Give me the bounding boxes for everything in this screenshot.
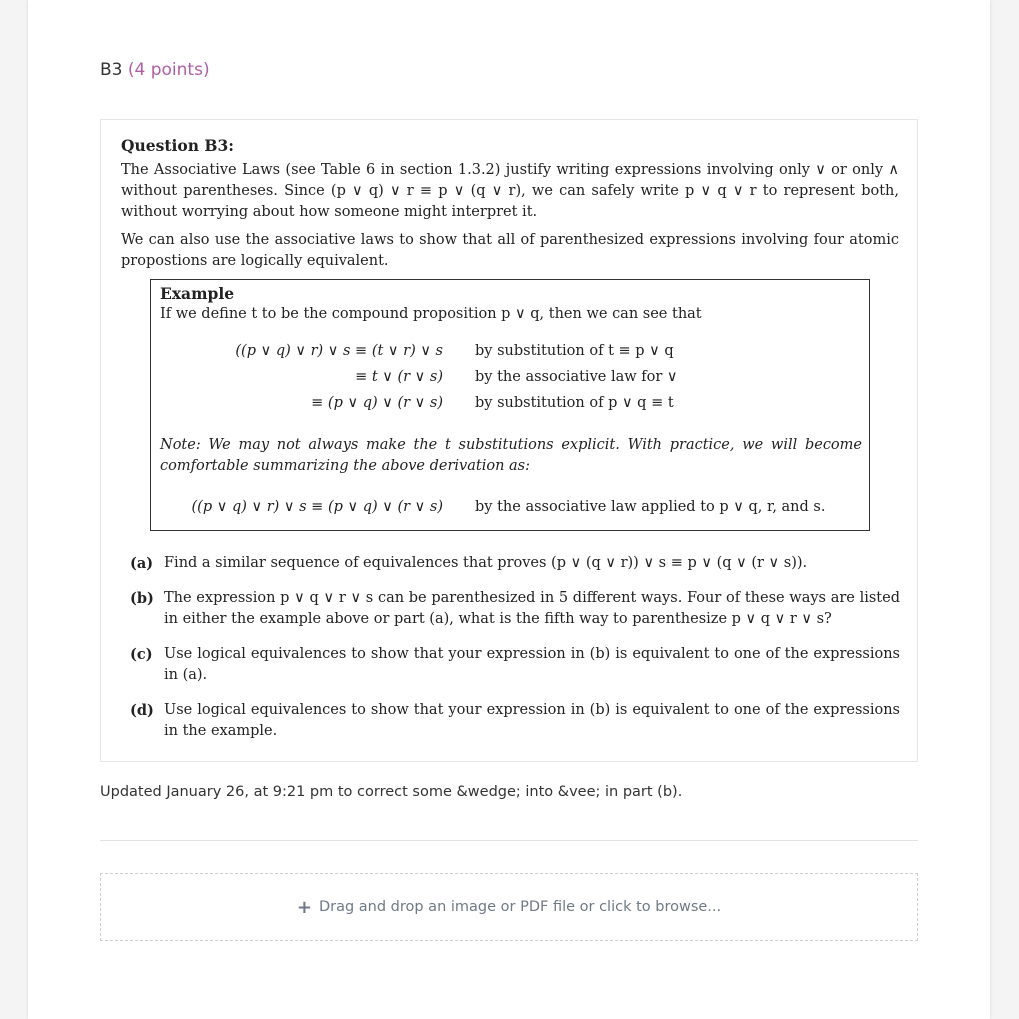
derivation-summary	[151, 499, 869, 525]
part-a	[130, 553, 900, 574]
part-b	[130, 588, 900, 630]
question-label: B3	[100, 60, 123, 80]
part-text: The expression p ∨ q ∨ r ∨ s can be parenthesized in 5 different ways. Four of these ways are listed in either the example above or part (a), what is the fifth way to parenthesize p ∨ q ∨ r ∨ s?	[164, 590, 900, 627]
derivation-line-2	[151, 369, 869, 395]
question-header	[100, 60, 210, 80]
derivation-right: by the associative law for ∨	[475, 369, 678, 385]
part-d	[130, 700, 900, 742]
derivation-right: by substitution of p ∨ q ≡ t	[475, 395, 674, 411]
derivation-line-3	[151, 395, 869, 421]
example-note: Note: We may not always make the t substitutions explicit. With practice, we will become comfortable summarizing the above derivation as:	[160, 437, 862, 474]
question-paragraph-1: The Associative Laws (see Table 6 in section 1.3.2) justify writing expressions involving only ∨ or only ∧ without parentheses. Since (p ∨ q) ∨ r ≡ p ∨ (q ∨ r), we can safely write p ∨ q ∨ r to represent both, without worrying about how someone might interpret it.	[121, 162, 899, 220]
derivation-left: ((p ∨ q) ∨ r) ∨ s ≡ (p ∨ q) ∨ (r ∨ s)	[191, 499, 443, 515]
derivation-left: ((p ∨ q) ∨ r) ∨ s ≡ (t ∨ r) ∨ s	[235, 343, 443, 359]
question-points: (4 points)	[127, 60, 210, 80]
part-label: (d)	[130, 702, 154, 719]
part-label: (c)	[130, 646, 153, 663]
part-c	[130, 644, 900, 686]
divider	[100, 840, 918, 841]
update-note: Updated January 26, at 9:21 pm to correct some &wedge; into &vee; in part (b).	[100, 784, 683, 800]
upload-label: Drag and drop an image or PDF file or click to browse...	[318, 899, 722, 915]
part-text: Find a similar sequence of equivalences that proves (p ∨ (q ∨ r)) ∨ s ≡ p ∨ (q ∨ (r ∨ s)).	[164, 555, 808, 571]
derivation-right: by substitution of t ≡ p ∨ q	[475, 343, 674, 359]
example-box	[150, 279, 870, 531]
part-text: Use logical equivalences to show that your expression in (b) is equivalent to one of the expressions in (a).	[164, 646, 900, 683]
part-label: (a)	[130, 555, 154, 572]
derivation-line-1	[151, 343, 869, 369]
part-text: Use logical equivalences to show that your expression in (b) is equivalent to one of the expressions in the example.	[164, 702, 900, 739]
derivation-left: ≡ (p ∨ q) ∨ (r ∨ s)	[311, 395, 443, 411]
page	[28, 0, 990, 1019]
upload-dropzone[interactable]	[100, 873, 918, 941]
question-title: Question B3:	[121, 136, 235, 155]
question-box	[100, 119, 918, 762]
plus-icon: +	[296, 896, 312, 918]
example-intro: If we define t to be the compound proposition p ∨ q, then we can see that	[160, 306, 702, 322]
derivation-right: by the associative law applied to p ∨ q, r, and s.	[475, 499, 826, 515]
question-paragraph-2: We can also use the associative laws to show that all of parenthesized expressions involving four atomic propostions are logically equivalent.	[121, 232, 899, 269]
derivation-left: ≡ t ∨ (r ∨ s)	[355, 369, 443, 385]
example-title: Example	[160, 284, 235, 303]
part-label: (b)	[130, 590, 154, 607]
